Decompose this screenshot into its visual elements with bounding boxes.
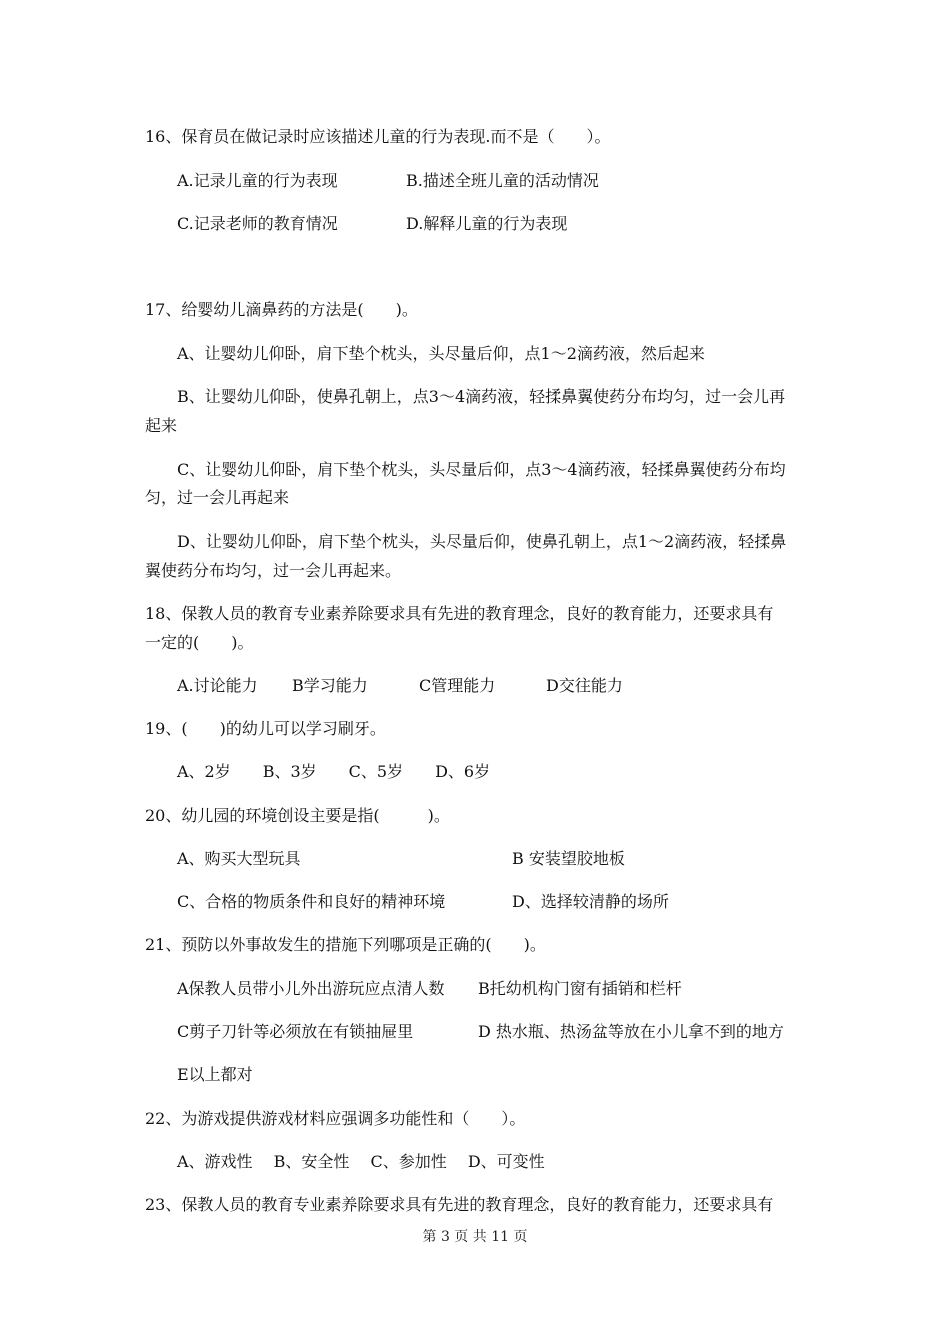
- question-16-stem: 16、保育员在做记录时应该描述儿童的行为表现.而不是（ ）。: [145, 127, 611, 146]
- question-17-option-d-line1: D、让婴幼儿仰卧，肩下垫个枕头，头尽量后仰，使鼻孔朝上，点1～2滴药液，轻揉鼻: [177, 532, 787, 551]
- question-21-option-e: E以上都对: [177, 1065, 253, 1084]
- question-21-option-b: B托幼机构门窗有插销和栏杆: [478, 979, 682, 998]
- question-20-stem: 20、幼儿园的环境创设主要是指( )。: [145, 806, 450, 825]
- question-20-option-c: C、合格的物质条件和良好的精神环境: [177, 892, 446, 911]
- question-18-option-b: B学习能力: [292, 676, 368, 695]
- question-17-option-a: A、让婴幼儿仰卧，肩下垫个枕头，头尽量后仰，点1～2滴药液，然后起来: [177, 344, 705, 363]
- question-20-option-a: A、购买大型玩具: [177, 849, 301, 868]
- question-16-option-d: D.解释儿童的行为表现: [406, 214, 568, 233]
- question-17-option-c-line1: C、让婴幼儿仰卧，肩下垫个枕头，头尽量后仰，点3～4滴药液，轻揉鼻翼使药分布均: [177, 460, 786, 479]
- question-17-stem: 17、给婴幼儿滴鼻药的方法是( )。: [145, 300, 418, 319]
- page-number-footer: 第 3 页 共 11 页: [422, 1229, 528, 1245]
- question-20-option-d: D、选择较清静的场所: [512, 892, 669, 911]
- question-18-stem-line2: 一定的( )。: [145, 633, 254, 652]
- question-22-options: A、游戏性 B、安全性 C、参加性 D、可变性: [177, 1152, 545, 1171]
- question-18-stem-line1: 18、保教人员的教育专业素养除要求具有先进的教育理念，良好的教育能力，还要求具有: [145, 604, 774, 623]
- question-21-option-d: D 热水瓶、热汤盆等放在小儿拿不到的地方: [478, 1022, 784, 1041]
- question-19-options: A、2岁 B、3岁 C、5岁 D、6岁: [177, 762, 491, 781]
- question-22-stem: 22、为游戏提供游戏材料应强调多功能性和（ ）。: [145, 1109, 526, 1128]
- question-17-option-b-line2: 起来: [145, 416, 178, 435]
- question-21-option-c: C剪子刀针等必须放在有锁抽屉里: [177, 1022, 414, 1041]
- question-23-stem-line1: 23、保教人员的教育专业素养除要求具有先进的教育理念，良好的教育能力，还要求具有: [145, 1195, 774, 1214]
- question-16-option-b: B.描述全班儿童的活动情况: [406, 171, 599, 190]
- question-16-option-c: C.记录老师的教育情况: [177, 214, 338, 233]
- question-18-option-c: C管理能力: [419, 676, 496, 695]
- question-18-option-d: D交往能力: [546, 676, 623, 695]
- question-21-option-a: A保教人员带小儿外出游玩应点清人数: [177, 979, 445, 998]
- question-21-stem: 21、预防以外事故发生的措施下列哪项是正确的( )。: [145, 935, 546, 954]
- question-19-stem: 19、( )的幼儿可以学习刷牙。: [145, 719, 386, 738]
- question-20-option-b: B 安装望胶地板: [512, 849, 625, 868]
- question-17-option-d-line2: 翼使药分布均匀，过一会儿再起来。: [145, 561, 402, 580]
- question-17-option-b-line1: B、让婴幼儿仰卧，使鼻孔朝上，点3～4滴药液，轻揉鼻翼使药分布均匀，过一会儿再: [177, 387, 786, 406]
- question-17-option-c-line2: 匀，过一会儿再起来: [145, 488, 290, 507]
- question-18-option-a: A.讨论能力: [177, 676, 258, 695]
- question-16-option-a: A.记录儿童的行为表现: [177, 171, 338, 190]
